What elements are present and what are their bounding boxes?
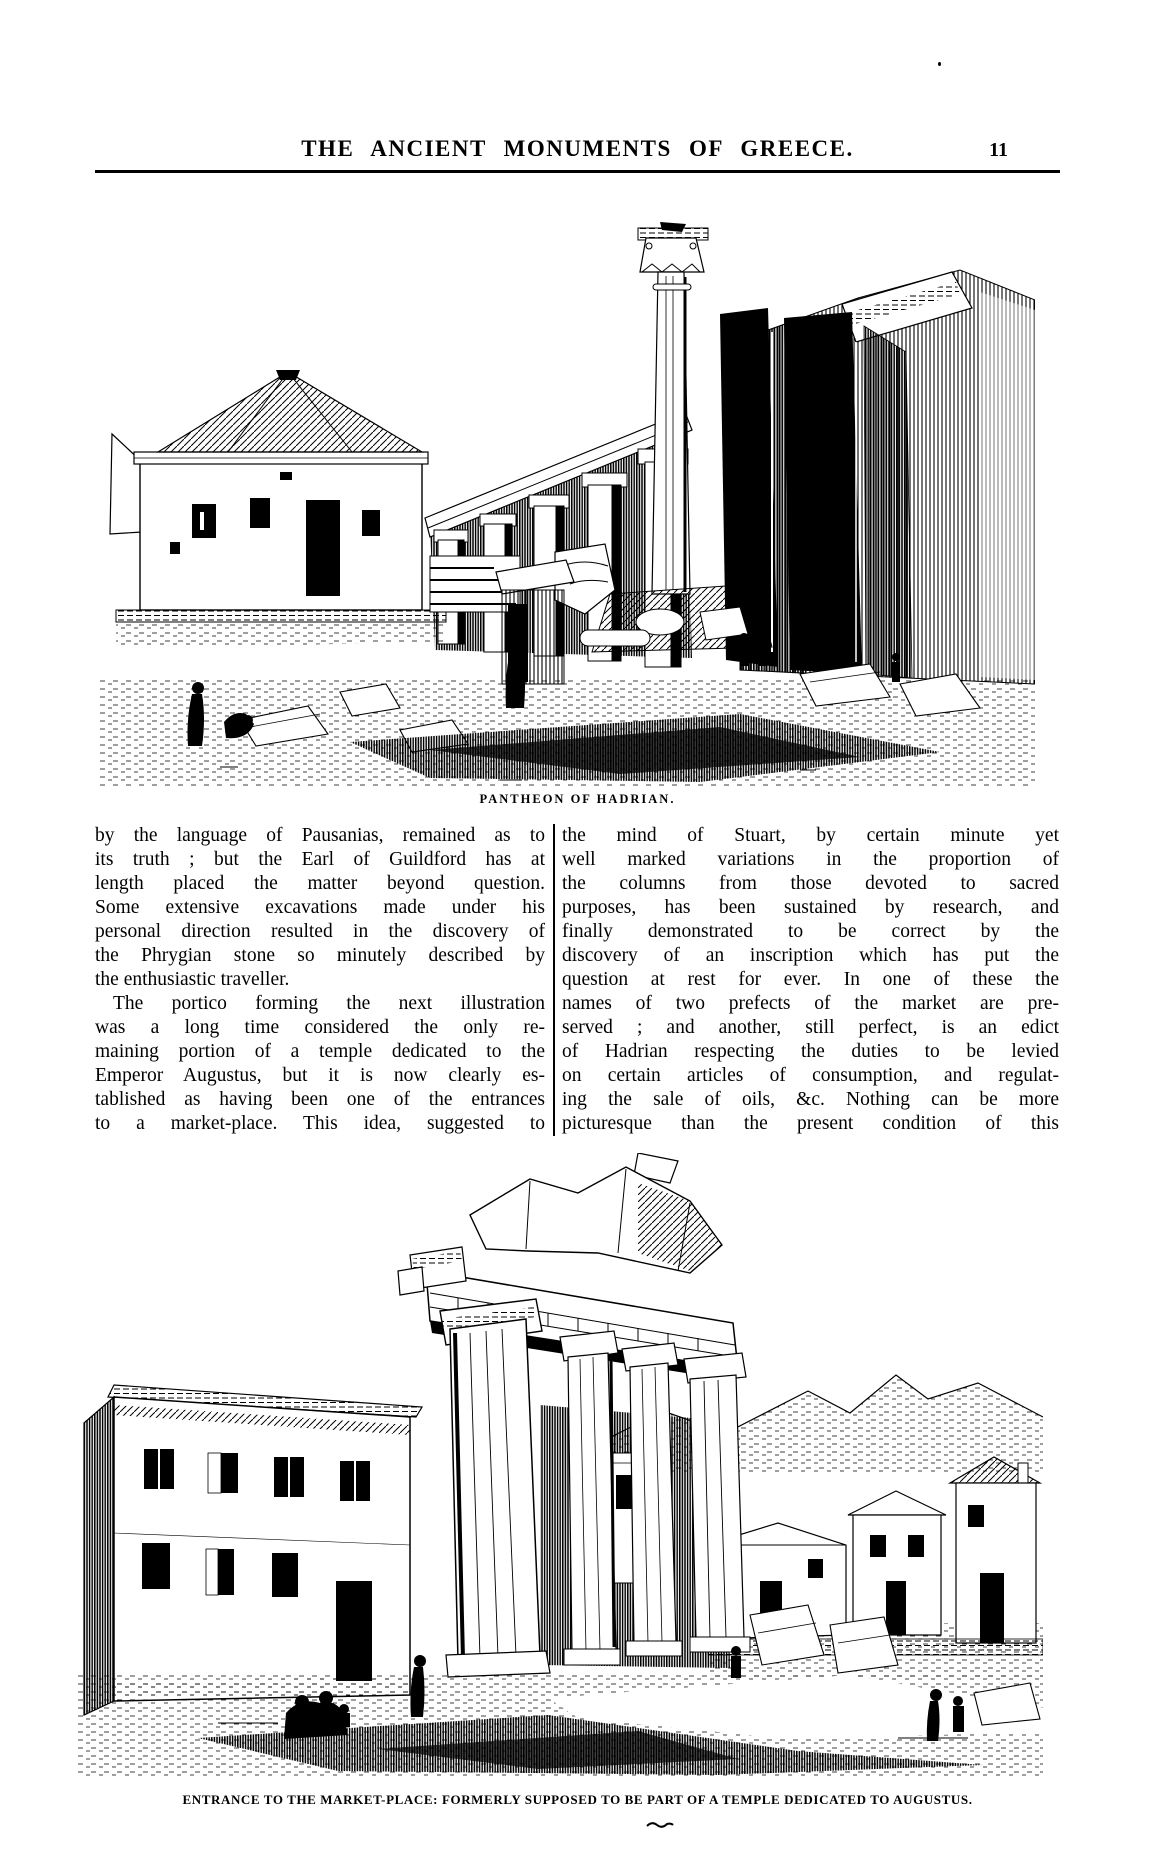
text-line: personal direction resulted in the discovery of xyxy=(95,921,545,942)
text-line: maining portion of a temple dedicated to the xyxy=(95,1041,545,1062)
text-line: names of two prefects of the market are pre- xyxy=(562,993,1059,1014)
scan-speck xyxy=(938,62,941,66)
running-title: THE ANCIENT MONUMENTS OF GREECE. xyxy=(301,136,854,161)
text-line: Some extensive excavations made under his xyxy=(95,897,545,918)
left-column xyxy=(95,824,545,1136)
text-line: ing the sale of oils, &c. Nothing can be more xyxy=(562,1089,1059,1110)
text-line: finally demonstrated to be correct by the xyxy=(562,921,1059,942)
engraving-pantheon-of-hadrian xyxy=(100,222,1035,787)
text-line: The portico forming the next illustration xyxy=(113,993,545,1014)
text-line: served ; and another, still perfect, is an edict xyxy=(562,1017,1059,1038)
text-line: Emperor Augustus, but it is now clearly es- xyxy=(95,1065,545,1086)
text-line: the Phrygian stone so minutely described by xyxy=(95,945,545,966)
text-line: by the language of Pausanias, remained as to xyxy=(95,825,545,846)
page-header xyxy=(95,136,1060,166)
text-line: on certain articles of consumption, and regulat- xyxy=(562,1065,1059,1086)
column-divider xyxy=(553,824,555,1136)
text-line: its truth ; but the Earl of Guildford has at xyxy=(95,849,545,870)
figure2-caption: ENTRANCE TO THE MARKET-PLACE: FORMERLY SUPPOSED TO BE PART OF A TEMPLE DEDICATED TO AUGUSTUS. xyxy=(182,1792,973,1807)
page-number: 11 xyxy=(989,139,1008,161)
engraving-market-entrance xyxy=(78,1153,1043,1778)
figure1-caption: PANTHEON OF HADRIAN. xyxy=(479,792,676,806)
text-line: question at rest for ever. In one of these the xyxy=(562,969,1059,990)
text-line: discovery of an inscription which has put the xyxy=(562,945,1059,966)
text-line: was a long time considered the only re- xyxy=(95,1017,545,1038)
text-line: picturesque than the present condition of this xyxy=(562,1113,1059,1134)
text-line: the mind of Stuart, by certain minute yet xyxy=(562,825,1059,846)
text-line: to a market-place. This idea, suggested to xyxy=(95,1113,545,1134)
header-rule xyxy=(95,170,1060,173)
text-line: of Hadrian respecting the duties to be levied xyxy=(562,1041,1059,1062)
text-columns xyxy=(95,824,1060,1136)
text-line: tablished as having been one of the entrances xyxy=(95,1089,545,1110)
right-column xyxy=(562,824,1059,1136)
text-line: the columns from those devoted to sacred xyxy=(562,873,1059,894)
end-flourish xyxy=(645,1820,675,1830)
text-line: purposes, has been sustained by research, and xyxy=(562,897,1059,918)
text-line: length placed the matter beyond question. xyxy=(95,873,545,894)
text-line: well marked variations in the proportion of xyxy=(562,849,1059,870)
text-line: the enthusiastic traveller. xyxy=(95,969,290,990)
